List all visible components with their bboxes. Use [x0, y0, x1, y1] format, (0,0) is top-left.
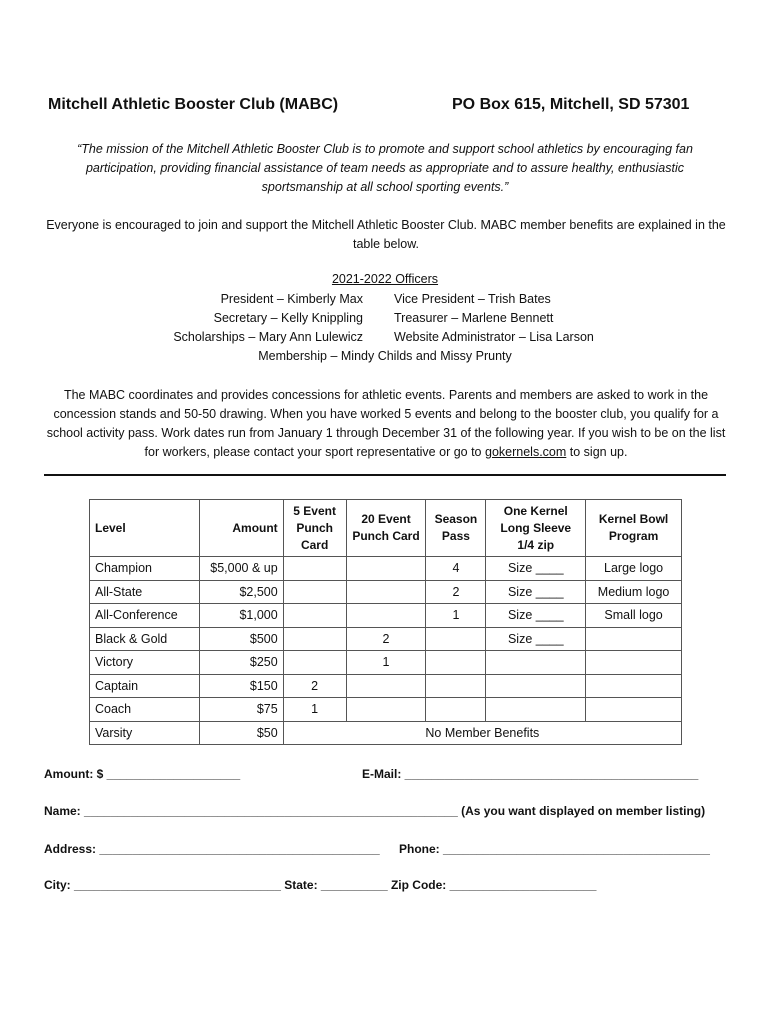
table-header-row — [90, 500, 682, 557]
cell-20-event — [346, 580, 426, 604]
cell-5-event: 2 — [283, 674, 346, 698]
cell-season-pass — [426, 674, 486, 698]
table-row — [90, 627, 682, 651]
concession-paragraph — [46, 386, 726, 462]
officers-title: 2021-2022 Officers — [331, 272, 439, 286]
cell-5-event — [283, 557, 346, 581]
header-level: Level — [90, 500, 200, 557]
cell-program: Small logo — [586, 604, 682, 628]
concession-text: The MABC coordinates and provides concessions for athletic events. Parents and members are asked to work in the concession stands and 50-50 drawing. When you have worked 5 events and belong to the booster club, you qualify for a school activity pass. Work dates run from January 1 through December 31 of the following year. If you wish to be on the list for workers, please contact your sport representative or go to — [46, 388, 726, 459]
cell-amount: $1,000 — [199, 604, 283, 628]
cell-sleeve-size[interactable]: Size ____ — [486, 580, 586, 604]
cell-level: Varsity — [90, 721, 200, 745]
cell-20-event — [346, 698, 426, 722]
cell-sleeve-size — [486, 674, 586, 698]
cell-sleeve-size[interactable]: Size ____ — [486, 604, 586, 628]
cell-amount: $2,500 — [199, 580, 283, 604]
cell-amount: $500 — [199, 627, 283, 651]
cell-20-event — [346, 557, 426, 581]
header-5-event-punch: 5 Event Punch Card — [283, 500, 346, 557]
cell-amount: $75 — [199, 698, 283, 722]
cell-level: All-State — [90, 580, 200, 604]
table-row — [90, 604, 682, 628]
table-row — [90, 721, 682, 745]
cell-sleeve-size — [486, 698, 586, 722]
cell-5-event — [283, 604, 346, 628]
cell-level: Black & Gold — [90, 627, 200, 651]
cell-level: Champion — [90, 557, 200, 581]
page-title: Mitchell Athletic Booster Club (MABC) — [48, 96, 339, 113]
cell-amount: $150 — [199, 674, 283, 698]
table-row — [90, 557, 682, 581]
section-divider — [44, 474, 726, 476]
officer-row — [0, 290, 770, 309]
name-field[interactable]: Name: ________________________________________________________ (As you want displayed on member listing) — [44, 804, 706, 818]
cell-level: Victory — [90, 651, 200, 675]
city-state-zip-field[interactable]: City: _______________________________ State: __________ Zip Code: ______________________ — [44, 878, 597, 892]
cell-program: Medium logo — [586, 580, 682, 604]
officer-row — [0, 328, 770, 347]
cell-amount: $50 — [199, 721, 283, 745]
officer-row — [0, 309, 770, 328]
gokernels-link[interactable]: gokernels.com — [485, 445, 567, 459]
benefits-table — [89, 499, 682, 745]
cell-level: Coach — [90, 698, 200, 722]
officer-treasurer: Treasurer – Marlene Bennett — [394, 311, 554, 325]
cell-sleeve-size[interactable]: Size ____ — [486, 557, 586, 581]
header-long-sleeve: One Kernel Long Sleeve 1/4 zip — [486, 500, 586, 557]
mission-statement: “The mission of the Mitchell Athletic Booster Club is to promote and support school athletics by encouraging fan participation, providing financial assistance of team needs as appropriate and to assure healthy, enthusiastic sportsmanship at all school sporting events.” — [77, 142, 693, 194]
amount-field[interactable]: Amount: $ ____________________ — [44, 767, 241, 781]
cell-level: All-Conference — [90, 604, 200, 628]
cell-season-pass — [426, 627, 486, 651]
cell-sleeve-size — [486, 651, 586, 675]
cell-5-event: 1 — [283, 698, 346, 722]
cell-season-pass: 4 — [426, 557, 486, 581]
officer-website-admin: Website Administrator – Lisa Larson — [394, 330, 594, 344]
address-field[interactable]: Address: __________________________________________ — [44, 842, 380, 856]
officer-membership: Membership – Mindy Childs and Missy Prunty — [258, 349, 512, 363]
email-field[interactable]: E-Mail: ____________________________________________ — [362, 767, 699, 781]
intro-paragraph: Everyone is encouraged to join and support the Mitchell Athletic Booster Club. MABC member benefits are explained in the table below. — [46, 218, 726, 251]
concession-suffix: to sign up. — [569, 445, 628, 459]
cell-5-event — [283, 627, 346, 651]
officer-scholarships: Scholarships – Mary Ann Lulewicz — [173, 330, 363, 344]
table-row — [90, 698, 682, 722]
cell-20-event: 1 — [346, 651, 426, 675]
cell-20-event — [346, 604, 426, 628]
table-row — [90, 674, 682, 698]
mailing-address: PO Box 615, Mitchell, SD 57301 — [452, 96, 690, 113]
cell-program: Large logo — [586, 557, 682, 581]
cell-season-pass — [426, 651, 486, 675]
table-row — [90, 651, 682, 675]
cell-program — [586, 698, 682, 722]
cell-no-benefits: No Member Benefits — [283, 721, 681, 745]
cell-amount: $250 — [199, 651, 283, 675]
cell-program — [586, 674, 682, 698]
cell-20-event: 2 — [346, 627, 426, 651]
header-20-event-punch: 20 Event Punch Card — [346, 500, 426, 557]
cell-5-event — [283, 651, 346, 675]
table-row — [90, 580, 682, 604]
officer-vice-president: Vice President – Trish Bates — [394, 292, 551, 306]
cell-season-pass: 2 — [426, 580, 486, 604]
header-season-pass: Season Pass — [426, 500, 486, 557]
cell-20-event — [346, 674, 426, 698]
header-kernel-bowl-program: Kernel Bowl Program — [586, 500, 682, 557]
cell-amount: $5,000 & up — [199, 557, 283, 581]
cell-program — [586, 627, 682, 651]
cell-season-pass: 1 — [426, 604, 486, 628]
officer-president: President – Kimberly Max — [220, 292, 363, 306]
header-amount: Amount — [199, 500, 283, 557]
phone-field[interactable]: Phone: ________________________________________ — [399, 842, 710, 856]
cell-sleeve-size[interactable]: Size ____ — [486, 627, 586, 651]
cell-level: Captain — [90, 674, 200, 698]
officer-row — [0, 347, 770, 366]
officer-secretary: Secretary – Kelly Knippling — [213, 311, 363, 325]
cell-season-pass — [426, 698, 486, 722]
cell-program — [586, 651, 682, 675]
cell-5-event — [283, 580, 346, 604]
